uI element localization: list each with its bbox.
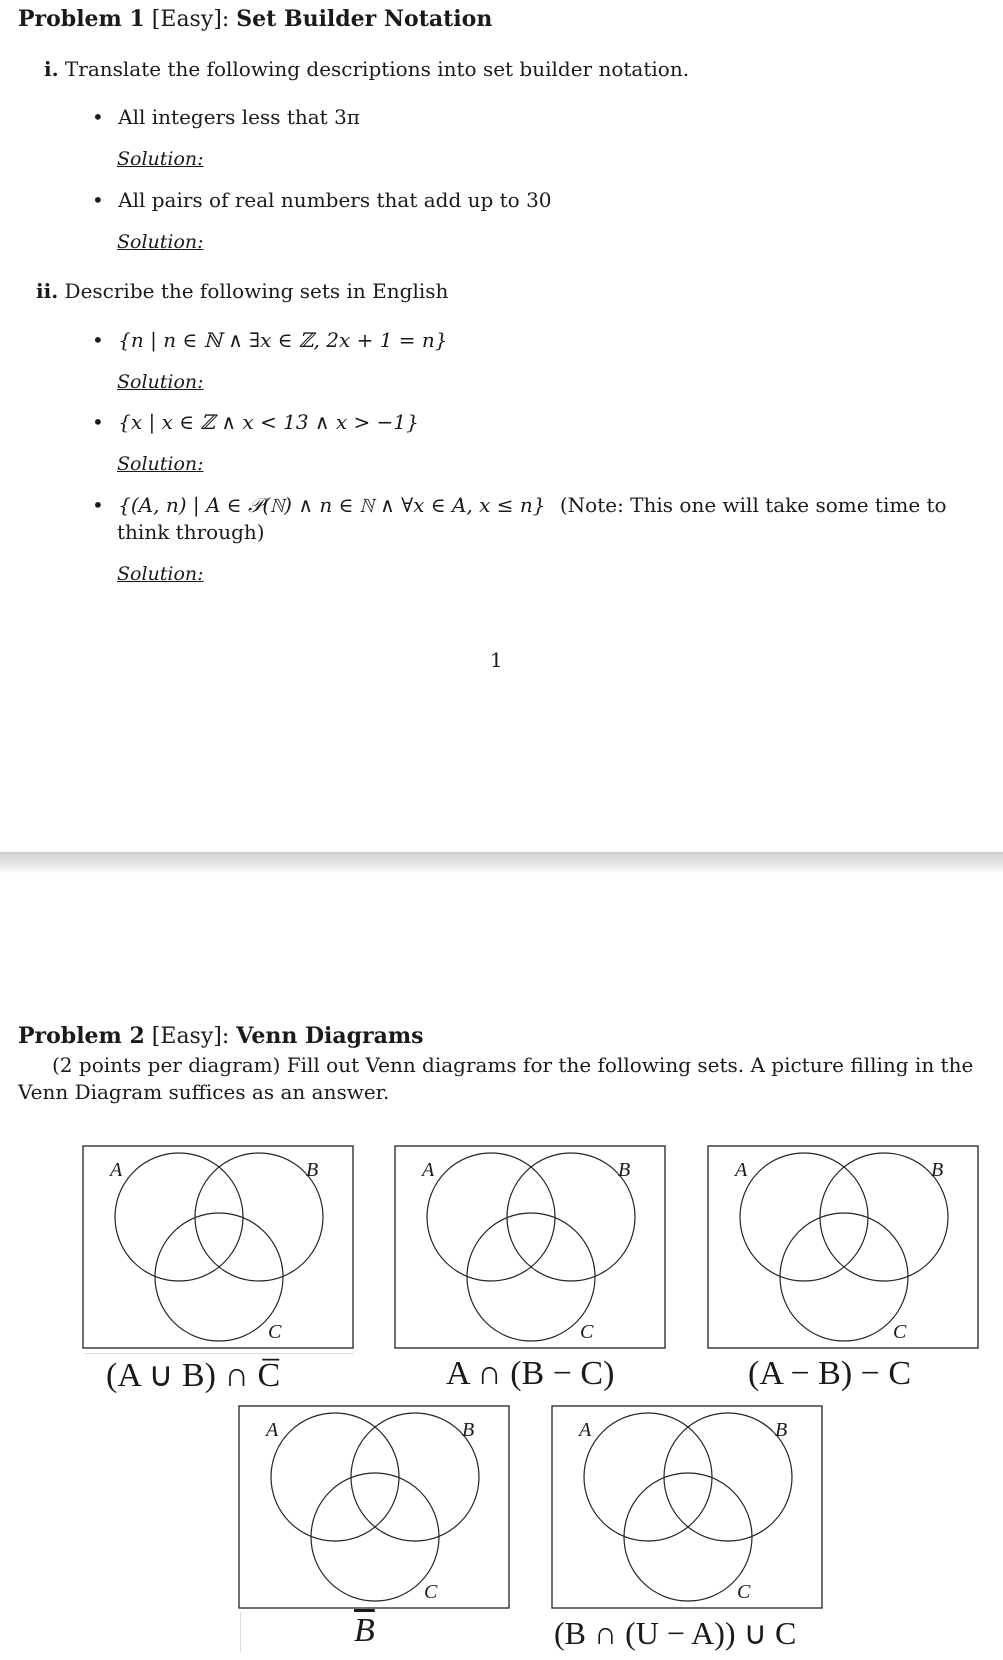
expression-text: A ∩ (B − C) bbox=[446, 1355, 615, 1392]
problem2-intro-line1: (2 points per diagram) Fill out Venn diagrams for the following sets. A picture filling in the bbox=[52, 1053, 974, 1077]
problem2-intro-line2: Venn Diagram suffices as an answer. bbox=[18, 1080, 390, 1104]
circle-label-a: A bbox=[266, 1419, 279, 1441]
bullet-icon: • bbox=[92, 410, 104, 434]
circle-label-b: B bbox=[306, 1159, 319, 1181]
circle-a[interactable] bbox=[584, 1413, 712, 1541]
list-item bbox=[92, 328, 448, 352]
bullet-icon: • bbox=[92, 188, 104, 212]
circle-label-b: B bbox=[462, 1419, 475, 1441]
venn-diagram-3[interactable] bbox=[707, 1145, 979, 1349]
solution-label: Solution: bbox=[117, 453, 204, 475]
page-number: 1 bbox=[490, 648, 503, 672]
problem1-prefix: Problem 1 bbox=[18, 6, 145, 32]
circle-label-c: C bbox=[268, 1321, 282, 1343]
item-note: (Note: This one will take some time to bbox=[559, 493, 947, 517]
circle-label-b: B bbox=[931, 1159, 944, 1181]
expression-text: (A ∪ B) ∩ C̅ bbox=[106, 1357, 281, 1394]
circle-c[interactable] bbox=[624, 1473, 752, 1601]
problem2-title: Venn Diagrams bbox=[236, 1023, 424, 1049]
page-divider bbox=[0, 852, 1003, 874]
circle-label-a: A bbox=[110, 1159, 123, 1181]
part-i-label: i. bbox=[44, 57, 59, 81]
circle-c[interactable] bbox=[155, 1213, 283, 1341]
venn-expression-2 bbox=[446, 1355, 614, 1393]
expression-text: (A − B) − C bbox=[748, 1355, 912, 1392]
circle-b[interactable] bbox=[351, 1413, 479, 1541]
expression-text: (B ∩ (U − A)) ∪ C bbox=[554, 1615, 797, 1651]
venn-expression-3 bbox=[748, 1355, 911, 1393]
bullet-icon: • bbox=[92, 493, 104, 517]
circle-label-c: C bbox=[580, 1321, 594, 1343]
circle-b[interactable] bbox=[195, 1153, 323, 1281]
label-rule bbox=[240, 1612, 241, 1652]
bullet-icon: • bbox=[92, 328, 104, 352]
problem1-heading bbox=[18, 6, 492, 32]
circle-c[interactable] bbox=[311, 1473, 439, 1601]
solution-label: Solution: bbox=[117, 148, 204, 170]
list-item bbox=[92, 410, 419, 434]
part-i-instruction-row bbox=[44, 57, 689, 81]
circle-b[interactable] bbox=[820, 1153, 948, 1281]
part-ii-label: ii. bbox=[36, 279, 59, 303]
problem2-difficulty: [Easy]: bbox=[151, 1024, 230, 1049]
expression-text: B bbox=[354, 1612, 375, 1649]
circle-label-a: A bbox=[579, 1419, 592, 1441]
label-rule bbox=[84, 1353, 354, 1354]
circle-label-b: B bbox=[618, 1159, 631, 1181]
circle-a[interactable] bbox=[115, 1153, 243, 1281]
circle-label-a: A bbox=[422, 1159, 435, 1181]
part-ii-instruction-row bbox=[36, 279, 448, 303]
venn-diagram-2[interactable] bbox=[394, 1145, 666, 1349]
item-text: {n | n ∈ ℕ ∧ ∃x ∈ ℤ, 2x + 1 = n} bbox=[118, 328, 448, 352]
list-item bbox=[92, 105, 360, 129]
problem1-difficulty: [Easy]: bbox=[151, 7, 230, 32]
venn-diagram-5[interactable] bbox=[551, 1405, 823, 1609]
part-ii-instruction: Describe the following sets in English bbox=[64, 279, 449, 303]
problem2-prefix: Problem 2 bbox=[18, 1023, 145, 1049]
item-text: {(A, n) | A ∈ 𝒫(ℕ) ∧ n ∈ ℕ ∧ ∀x ∈ A, x ≤ n} bbox=[118, 493, 546, 517]
list-item bbox=[92, 188, 552, 212]
circle-a[interactable] bbox=[271, 1413, 399, 1541]
circle-label-c: C bbox=[424, 1581, 438, 1603]
item-text: {x | x ∈ ℤ ∧ x < 13 ∧ x > −1} bbox=[118, 410, 419, 434]
problem2-heading bbox=[18, 1023, 424, 1049]
venn-expression-1 bbox=[106, 1355, 280, 1395]
item-text: All pairs of real numbers that add up to 30 bbox=[118, 188, 552, 212]
circle-c[interactable] bbox=[467, 1213, 595, 1341]
circle-b[interactable] bbox=[664, 1413, 792, 1541]
list-item bbox=[92, 493, 972, 517]
circle-c[interactable] bbox=[780, 1213, 908, 1341]
venn-expression-4 bbox=[354, 1612, 375, 1650]
venn-diagram-1[interactable] bbox=[82, 1145, 354, 1349]
problem1-title: Set Builder Notation bbox=[236, 6, 493, 32]
item-text: All integers less that 3π bbox=[118, 105, 360, 129]
solution-label: Solution: bbox=[117, 231, 204, 253]
circle-a[interactable] bbox=[740, 1153, 868, 1281]
circle-b[interactable] bbox=[507, 1153, 635, 1281]
item-note-continued: think through) bbox=[117, 520, 265, 544]
circle-a[interactable] bbox=[427, 1153, 555, 1281]
venn-expression-5 bbox=[554, 1614, 796, 1652]
solution-label: Solution: bbox=[117, 371, 204, 393]
part-i-instruction: Translate the following descriptions into set builder notation. bbox=[64, 57, 690, 81]
venn-diagram-4[interactable] bbox=[238, 1405, 510, 1609]
bullet-icon: • bbox=[92, 105, 104, 129]
circle-label-c: C bbox=[737, 1581, 751, 1603]
circle-label-b: B bbox=[775, 1419, 788, 1441]
solution-label: Solution: bbox=[117, 563, 204, 585]
circle-label-a: A bbox=[735, 1159, 748, 1181]
circle-label-c: C bbox=[893, 1321, 907, 1343]
